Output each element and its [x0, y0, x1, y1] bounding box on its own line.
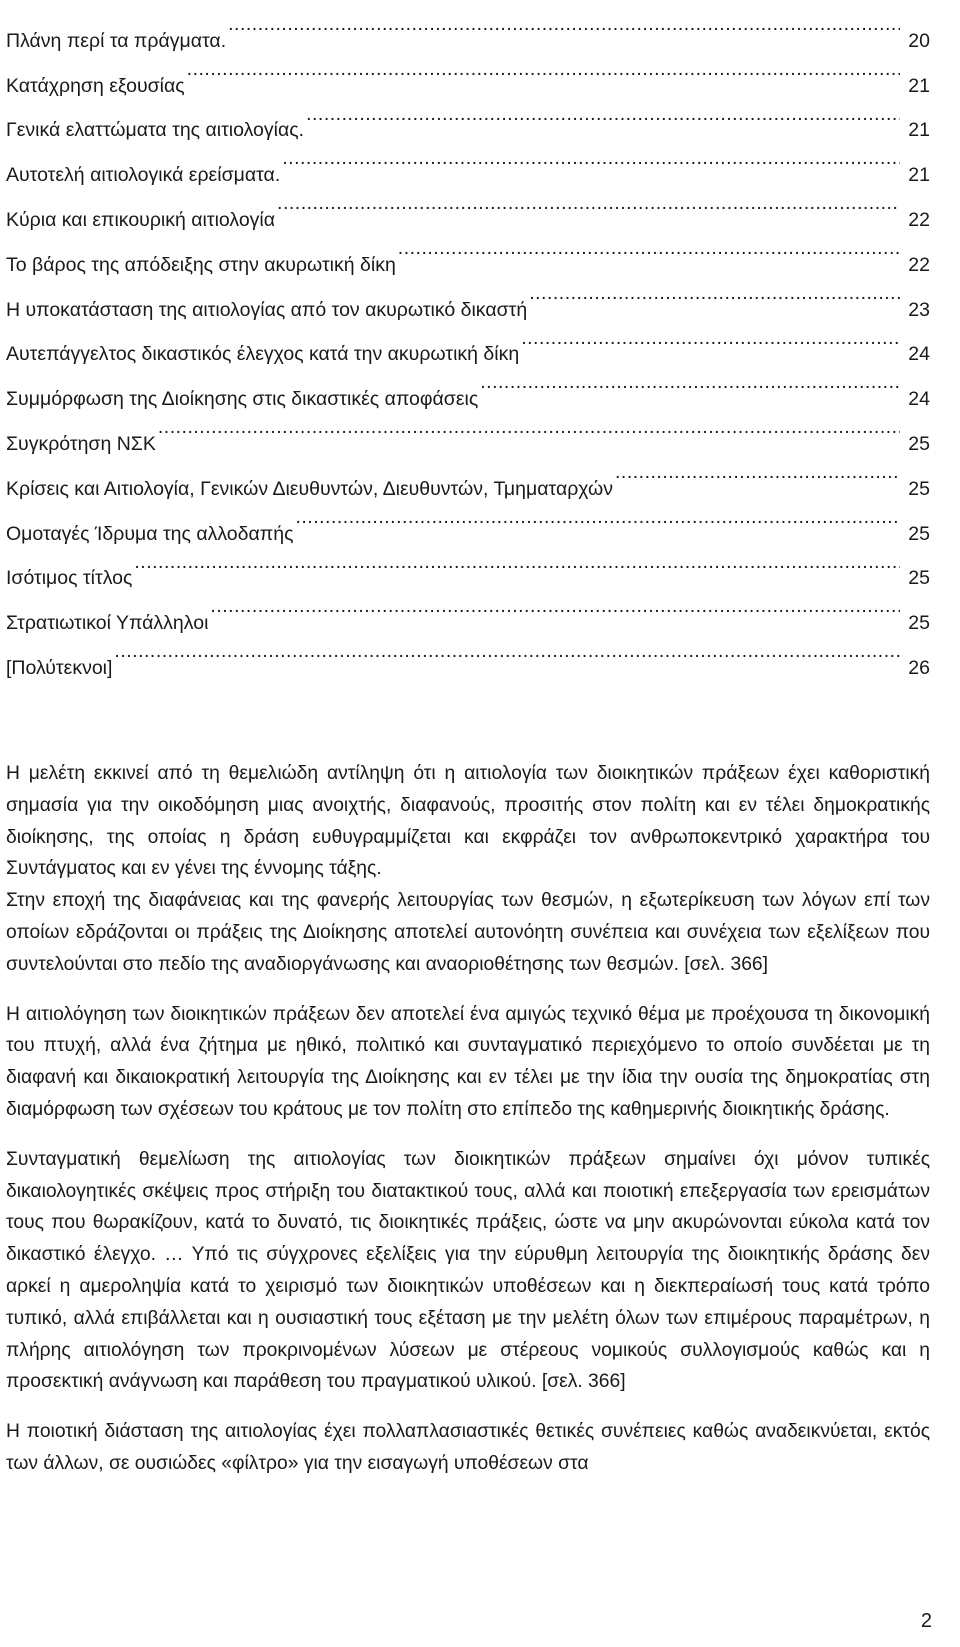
toc-entry-page: 25: [908, 477, 930, 500]
toc-dot-leader: [228, 2, 900, 47]
toc-entry-page: 20: [908, 29, 930, 52]
toc-entry-page: 26: [908, 656, 930, 679]
toc-entry-page: 25: [908, 432, 930, 455]
toc-entry-title: Στρατιωτικοί Υπάλληλοι: [6, 612, 209, 635]
body-paragraph: Συνταγματική θεμελίωση της αιτιολογίας των διοικητικών πράξεων σημαίνει όχι μόνον τυπικές δικαιολογητικές σκέψεις προς στήριξη του διατακτικού τους, αλλά και ποιοτική επεξεργασία των ερεισμάτων τους που θωρακίζουν, κατά το δυνατό, τις διοικητικές πράξεις, ώστε να μην ακυρώνονται εύκολα κατά τον δικαστικό έλεγχο. … Υπό τις σύγχρονες εξελίξεις για την εύρυθμη λειτουργία της διοικητικής δράσης δεν αρκεί η αμεροληψία κατά το χειρισμό των διοικητικών υποθέσεων και η διεκπεραίωσή τους κατά τρόπο τυπικό, αλλά επιβάλλεται και η ουσιαστική τους εξέταση με την μελέτη όλων των επιμέρους παραμέτρων, η πλήρης αιτιολόγηση των προκρινομένων λύσεων με στέρεους νομικούς συλλογισμούς καθώς και η προσεκτική ανάγνωση και παράθεση του πραγματικού υλικού. [σελ. 366]: [6, 1148, 930, 1393]
toc-entry-page: 22: [908, 253, 930, 276]
toc-entry-title: Ομοταγές Ίδρυμα της αλλοδαπής: [6, 522, 294, 545]
toc-entry-page: 24: [908, 343, 930, 366]
page-number: 2: [920, 1610, 932, 1632]
toc-entry-title: Κρίσεις και Αιτιολογία, Γενικών Διευθυντών, Διευθυντών, Τμηματαρχών: [6, 477, 613, 500]
body-paragraph: Η μελέτη εκκινεί από τη θεμελιώδη αντίληψη ότι η αιτιολογία των διοικητικών πράξεων έχει καθοριστική σημασία για την οικοδόμηση μιας ανοιχτής, διαφανούς, προσιτής στον πολίτη και εν τέλει δημοκρατικής διοίκησης, της οποίας η δράση ευθυγραμμίζεται και εκφράζει τον ανθρωποκεντρικό χαρακτήρα του Συντάγματος και εν γένει της έννομης τάξης.: [6, 763, 930, 880]
document-body: [6, 758, 930, 1498]
table-of-contents: [6, 2, 930, 679]
toc-entry[interactable]: [6, 584, 930, 635]
toc-dot-leader: [187, 47, 900, 92]
toc-entry-title: Το βάρος της απόδειξης στην ακυρωτική δίκη: [6, 253, 396, 276]
toc-entry-title: Κύρια και επικουρική αιτιολογία: [6, 208, 276, 231]
toc-entry[interactable]: [6, 2, 930, 52]
toc-dot-leader: [480, 360, 900, 405]
toc-dot-leader: [306, 92, 900, 137]
toc-entry-page: 21: [908, 164, 930, 187]
toc-entry-page: 21: [908, 119, 930, 142]
toc-entry-title: Συμμόρφωση της Διοίκησης στις δικαστικές αποφάσεις: [6, 388, 479, 411]
toc-entry-title: Αυτεπάγγελτος δικαστικός έλεγχος κατά την ακυρωτική δίκη: [6, 343, 520, 366]
toc-dot-leader: [134, 540, 900, 585]
toc-entry-page: 21: [908, 74, 930, 97]
toc-entry-title: Ισότιμος τίτλος: [6, 567, 133, 590]
toc-dot-leader: [277, 181, 900, 226]
toc-entry-title: Η υποκατάσταση της αιτιολογίας από τον ακυρωτικό δικαστή: [6, 298, 528, 321]
toc-entry-page: 23: [908, 298, 930, 321]
body-paragraph: Η ποιοτική διάσταση της αιτιολογίας έχει πολλαπλασιαστικές θετικές συνέπειες καθώς αναδεικνύεται, εκτός των άλλων, σε ουσιώδες «φίλτρο» για την εισαγωγή υποθέσεων στα: [6, 1421, 930, 1474]
toc-entry-title: Πλάνη περί τα πράγματα.: [6, 29, 227, 52]
toc-entry[interactable]: [6, 629, 930, 679]
toc-entry-title: Γενικά ελαττώματα της αιτιολογίας.: [6, 119, 305, 142]
toc-dot-leader: [529, 271, 900, 316]
toc-dot-leader: [521, 316, 900, 361]
body-paragraph: Η αιτιολόγηση των διοικητικών πράξεων δεν αποτελεί ένα αμιγώς τεχνικό θέμα με προέχουσα τη δικονομική του πτυχή, αλλά ένα ζήτημα με ηθικό, πολιτικό και συνταγματικό περιεχόμενο το οποίο συνδέεται με τη διαφανή και δικαιοκρατική λειτουργία της Διοίκησης και εν τέλει με την ίδια την ουσία της δημοκρατίας στη διαμόρφωση των σχέσεων του κράτους με τον πολίτη στο επίπεδο της καθημερινής διοικητικής δράσης.: [6, 1003, 930, 1120]
toc-dot-leader: [615, 450, 900, 495]
toc-entry-title: Συγκρότηση ΝΣΚ: [6, 432, 156, 455]
toc-dot-leader: [210, 584, 900, 629]
toc-entry-page: 25: [908, 612, 930, 635]
toc-dot-leader: [282, 136, 900, 181]
toc-entry-page: 24: [908, 388, 930, 411]
toc-dot-leader: [295, 495, 900, 540]
toc-entry-title: [Πολύτεκνοι]: [6, 656, 113, 679]
toc-entry-title: Κατάχρηση εξουσίας: [6, 74, 185, 97]
toc-dot-leader: [114, 629, 900, 674]
body-paragraph: Στην εποχή της διαφάνειας και της φανερής λειτουργίας των θεσμών, η εξωτερίκευση των λόγων επί των οποίων εδράζονται οι πράξεις της Διοίκησης αποτελεί αυτονόητη συνέπεια και συνέχεια των εξελίξεων που συντελούνται στο πεδίο της αναδιοργάνωσης και αναοριοθέτησης των θεσμών. [σελ. 366]: [6, 890, 930, 975]
toc-entry-page: 25: [908, 567, 930, 590]
toc-dot-leader: [398, 226, 900, 271]
toc-entry-page: 22: [908, 208, 930, 231]
toc-dot-leader: [158, 405, 900, 450]
toc-entry-page: 25: [908, 522, 930, 545]
toc-entry-title: Αυτοτελή αιτιολογικά ερείσματα.: [6, 164, 281, 187]
toc-entry[interactable]: [6, 540, 930, 590]
